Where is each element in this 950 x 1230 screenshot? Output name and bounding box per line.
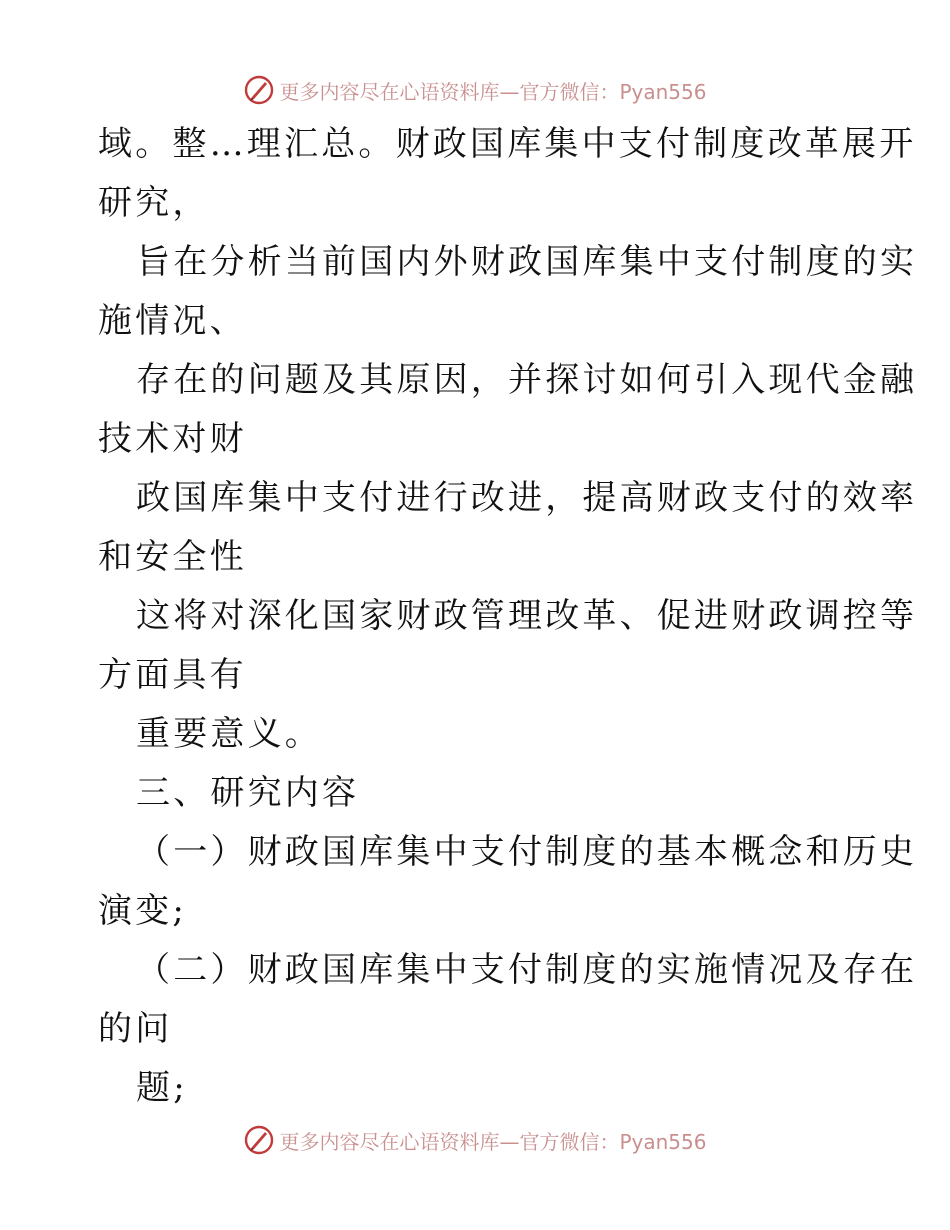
watermark-text: 更多内容尽在心语资料库—官方微信：Pyan556 [279,79,707,104]
quill-pen-logo-icon [243,1124,275,1156]
text-line: 域。整…理汇总。财政国库集中支付制度改革展开 [98,124,917,164]
text-line: 题; [136,1068,188,1108]
text-line: 和安全性 [98,537,247,577]
quill-pen-logo-icon [243,74,275,106]
text-line: （二）财政国库集中支付制度的实施情况及存在 [136,950,918,990]
footer-watermark [0,1120,950,1160]
text-line: 研究， [98,183,210,223]
text-line: 方面具有 [98,655,247,695]
text-line: （一）财政国库集中支付制度的基本概念和历史 [136,832,918,872]
header-watermark [0,70,950,110]
text-line: 重要意义。 [136,714,322,754]
text-line: 的问 [98,1009,173,1049]
watermark-text: 更多内容尽在心语资料库—官方微信：Pyan556 [279,1129,707,1154]
text-line: 存在的问题及其原因，并探讨如何引入现代金融 [136,360,918,400]
text-line: 演变; [98,891,188,931]
text-line: 旨在分析当前国内外财政国库集中支付制度的实 [136,242,918,282]
text-line: 施情况、 [98,301,247,341]
section-heading: 三、研究内容 [136,773,360,813]
text-line: 技术对财 [98,419,247,459]
text-line: 政国库集中支付进行改进，提高财政支付的效率 [136,478,918,518]
text-line: 这将对深化国家财政管理改革、促进财政调控等 [136,596,918,636]
